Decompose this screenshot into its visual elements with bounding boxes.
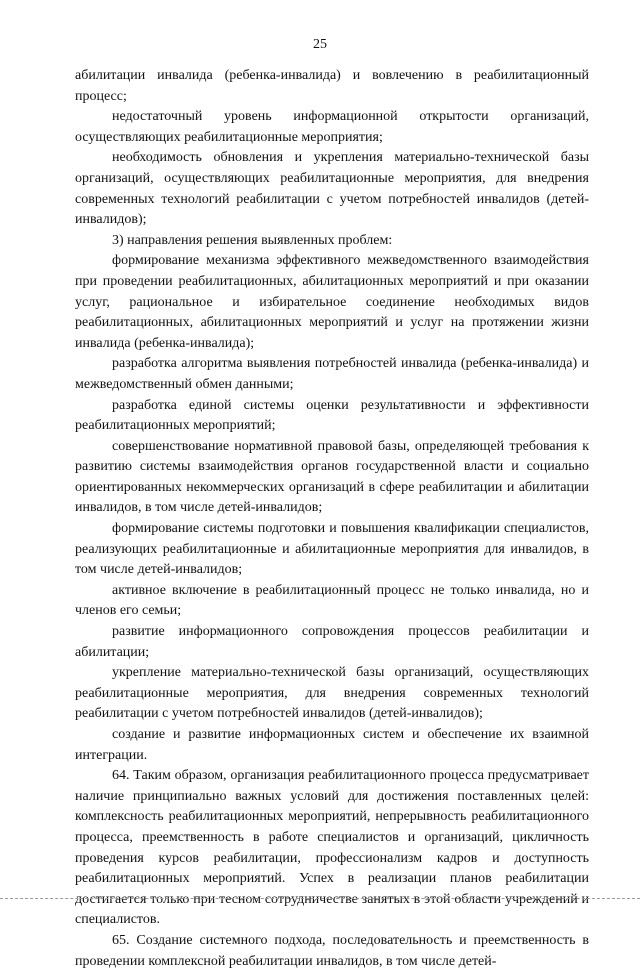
paragraph: необходимость обновления и укрепления материально-технической базы организаций, осуществляющих реабилитационные мероприятия, для внедрения современных технологий реабилитации с учетом потребностей инвалидов (детей-инвалидов); xyxy=(75,150,589,228)
paragraph: формирование механизма эффективного межведомственного взаимодействия при проведении реабилитационных, абилитационных мероприятий и при оказании услуг, рациональное и избирательное соединение необходимых видов реабилитационных, абилитационных мероприятий и услуг на протяжении жизни инвалида (ребенка-инвалида); xyxy=(75,253,589,351)
footer-divider xyxy=(0,898,640,900)
paragraph: формирование системы подготовки и повышения квалификации специалистов, реализующих реабилитационные и абилитационные мероприятия для инвалидов, в том числе детей-инвалидов; xyxy=(75,521,589,578)
paragraph: укрепление материально-технической базы организаций, осуществляющих реабилитационные мероприятия, для внедрения современных технологий реабилитации с учетом потребностей инвалидов (детей-инвалидов); xyxy=(75,665,589,722)
paragraph: 64. Таким образом, организация реабилитационного процесса предусматривает наличие принципиально важных условий для достижения поставленных целей: комплексность реабилитационных мероприятий, непрерывность реабилитационного процесса, преемственность в работе специалистов и организаций, цикличность проведения курсов реабилитации, профессионализм кадров и доступность реабилитационных мероприятий. Успех в реализации планов реабилитации достигается только при тесном сотрудничестве занятых в этой области учреждений и специалистов. xyxy=(75,768,589,928)
paragraph: создание и развитие информационных систем и обеспечение их взаимной интеграции. xyxy=(75,727,589,763)
paragraph: разработка алгоритма выявления потребностей инвалида (ребенка-инвалида) и межведомственный обмен данными; xyxy=(75,356,589,392)
paragraph: совершенствование нормативной правовой базы, определяющей требования к развитию системы взаимодействия органов государственной власти и социально ориентированных некоммерческих организаций в сфере реабилитации и абилитации инвалидов, в том числе детей-инвалидов; xyxy=(75,438,589,516)
document-body xyxy=(75,66,589,972)
paragraph: абилитации инвалида (ребенка-инвалида) и вовлечению в реабилитационный процесс; xyxy=(75,68,589,104)
paragraph: развитие информационного сопровождения процессов реабилитации и абилитации; xyxy=(75,624,589,660)
paragraph: недостаточный уровень информационной открытости организаций, осуществляющих реабилитационные мероприятия; xyxy=(75,109,589,145)
paragraph: разработка единой системы оценки результативности и эффективности реабилитационных мероприятий; xyxy=(75,397,589,434)
paragraph: активное включение в реабилитационный процесс не только инвалида, но и членов его семьи; xyxy=(75,582,589,619)
paragraph: 3) направления решения выявленных проблем: xyxy=(112,232,393,248)
page-number: 25 xyxy=(313,37,327,52)
paragraph: 65. Создание системного подхода, последовательность и преемственность в проведении комплексной реабилитации инвалидов, в том числе детей- xyxy=(75,932,589,969)
